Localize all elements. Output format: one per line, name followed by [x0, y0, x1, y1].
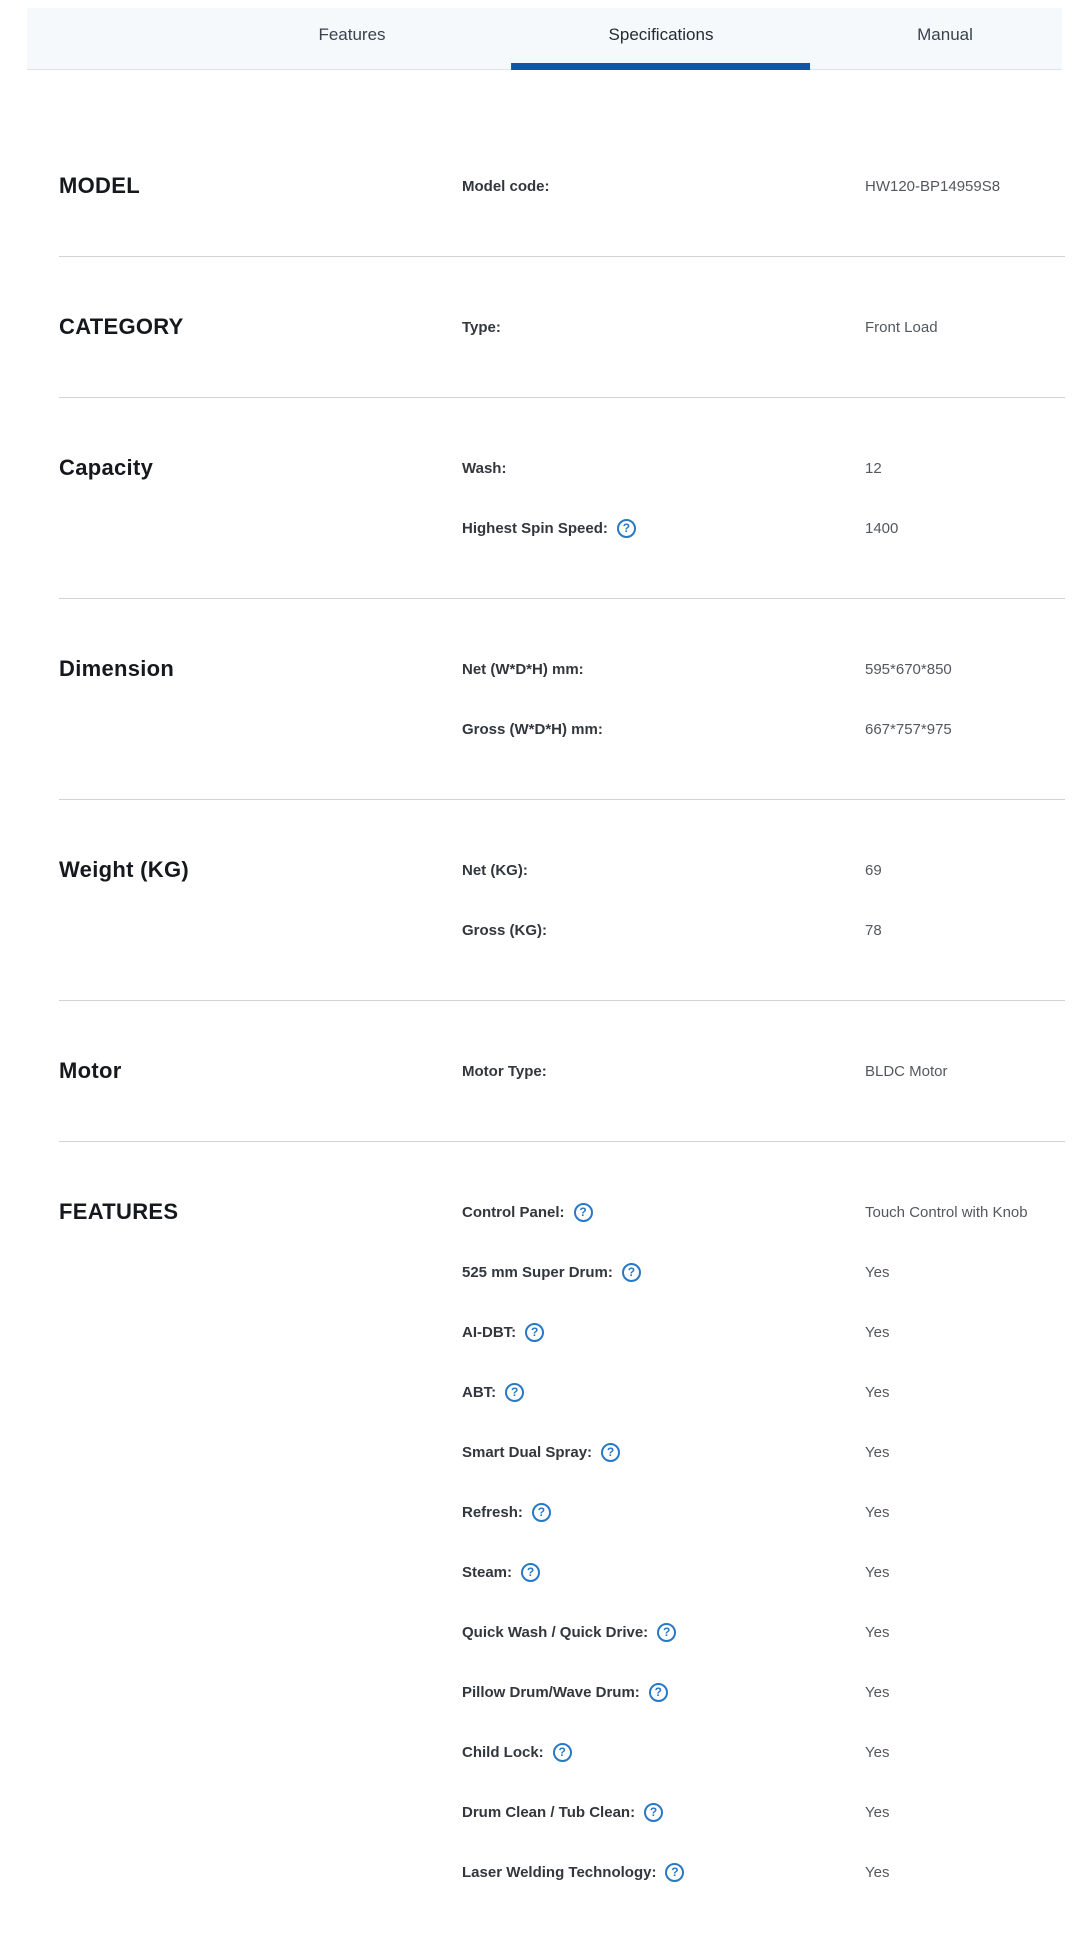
- spec-row: [462, 156, 1065, 216]
- spec-row: [462, 1602, 1065, 1662]
- spec-value: 667*757*975: [865, 720, 952, 738]
- spec-row: [462, 1422, 1065, 1482]
- spec-row: [462, 1482, 1065, 1542]
- help-icon[interactable]: ?: [644, 1803, 663, 1822]
- spec-label-cell: [462, 1683, 865, 1702]
- spec-rows: [462, 156, 1065, 216]
- spec-row: [462, 1782, 1065, 1842]
- spec-value: Yes: [865, 1863, 890, 1881]
- help-icon[interactable]: ?: [657, 1623, 676, 1642]
- spec-row: [462, 498, 1065, 558]
- spec-label: ABT:: [462, 1383, 497, 1401]
- spec-label-cell: [462, 862, 865, 879]
- spec-label: Control Panel:: [462, 1203, 565, 1221]
- spec-row: [462, 900, 1065, 960]
- spec-row: [462, 1662, 1065, 1722]
- spec-row: [462, 699, 1065, 759]
- spec-value: 12: [865, 459, 882, 477]
- help-icon[interactable]: ?: [601, 1443, 620, 1462]
- spec-rows: [462, 297, 1065, 357]
- spec-value: Yes: [865, 1323, 890, 1341]
- tab-specifications[interactable]: [609, 8, 714, 70]
- spec-row: [462, 1242, 1065, 1302]
- spec-section: [59, 116, 1065, 257]
- spec-label: Wash:: [462, 459, 507, 477]
- spec-label: Motor Type:: [462, 1062, 547, 1080]
- spec-value: 595*670*850: [865, 660, 952, 678]
- spec-row: [462, 1302, 1065, 1362]
- help-icon[interactable]: ?: [665, 1863, 684, 1882]
- spec-rows: [462, 639, 1065, 759]
- spec-label-cell: [462, 1563, 865, 1582]
- tab-bar: [27, 8, 1062, 70]
- spec-row: [462, 297, 1065, 357]
- section-heading: MODEL: [59, 173, 140, 198]
- spec-row: [462, 438, 1065, 498]
- spec-row: [462, 1362, 1065, 1422]
- spec-label: AI-DBT:: [462, 1323, 517, 1341]
- help-icon[interactable]: ?: [532, 1503, 551, 1522]
- spec-value: Yes: [865, 1743, 890, 1761]
- spec-label: Type:: [462, 318, 501, 336]
- spec-label: Net (W*D*H) mm:: [462, 660, 584, 678]
- spec-value: 69: [865, 861, 882, 879]
- help-icon[interactable]: ?: [622, 1263, 641, 1282]
- spec-label-cell: [462, 1263, 865, 1282]
- spec-row: [462, 1722, 1065, 1782]
- spec-label: Pillow Drum/Wave Drum:: [462, 1683, 640, 1701]
- specifications-panel: [59, 116, 1065, 1942]
- spec-section: [59, 1142, 1065, 1942]
- spec-row: [462, 1542, 1065, 1602]
- spec-value: Yes: [865, 1623, 890, 1641]
- help-icon[interactable]: ?: [553, 1743, 572, 1762]
- spec-value: Yes: [865, 1383, 890, 1401]
- spec-label-cell: [462, 519, 865, 538]
- spec-label: Model code:: [462, 177, 550, 195]
- spec-label-cell: [462, 1863, 865, 1882]
- spec-value: HW120-BP14959S8: [865, 177, 1001, 195]
- spec-section: [59, 257, 1065, 398]
- spec-rows: [462, 1182, 1065, 1902]
- tab-label: Manual: [917, 25, 973, 44]
- spec-value: BLDC Motor: [865, 1062, 948, 1080]
- help-icon[interactable]: ?: [649, 1683, 668, 1702]
- section-heading: CATEGORY: [59, 314, 184, 339]
- spec-section: [59, 599, 1065, 800]
- spec-label-cell: [462, 721, 865, 738]
- spec-value: 1400: [865, 519, 899, 537]
- spec-value: 78: [865, 921, 882, 939]
- spec-value: Yes: [865, 1503, 890, 1521]
- spec-label: Laser Welding Technology:: [462, 1863, 657, 1881]
- help-icon[interactable]: ?: [574, 1203, 593, 1222]
- spec-label-cell: [462, 1503, 865, 1522]
- section-heading: Dimension: [59, 656, 175, 681]
- spec-value: Yes: [865, 1263, 890, 1281]
- spec-value: Yes: [865, 1803, 890, 1821]
- spec-label-cell: [462, 1383, 865, 1402]
- spec-label: Smart Dual Spray:: [462, 1443, 593, 1461]
- spec-label-cell: [462, 922, 865, 939]
- spec-row: [462, 1182, 1065, 1242]
- help-icon[interactable]: ?: [525, 1323, 544, 1342]
- spec-value: Front Load: [865, 318, 938, 336]
- spec-value: Yes: [865, 1563, 890, 1581]
- spec-label: 525 mm Super Drum:: [462, 1263, 613, 1281]
- spec-label-cell: [462, 1803, 865, 1822]
- spec-label-cell: [462, 661, 865, 678]
- spec-label-cell: [462, 1323, 865, 1342]
- spec-section: [59, 800, 1065, 1001]
- help-icon[interactable]: ?: [521, 1563, 540, 1582]
- section-heading: Capacity: [59, 455, 154, 480]
- section-heading: Weight (KG): [59, 857, 189, 882]
- spec-label: Drum Clean / Tub Clean:: [462, 1803, 636, 1821]
- spec-label-cell: [462, 1743, 865, 1762]
- section-heading: Motor: [59, 1058, 122, 1083]
- tab-label: Specifications: [608, 25, 714, 44]
- spec-label-cell: [462, 1443, 865, 1462]
- spec-label: Quick Wash / Quick Drive:: [462, 1623, 649, 1641]
- spec-section: [59, 1001, 1065, 1142]
- spec-label: Net (KG):: [462, 861, 528, 879]
- spec-label: Gross (KG):: [462, 921, 548, 939]
- spec-rows: [462, 840, 1065, 960]
- spec-rows: [462, 1041, 1065, 1101]
- help-icon[interactable]: ?: [617, 519, 636, 538]
- spec-label: Highest Spin Speed:: [462, 519, 608, 537]
- tab-manual[interactable]: [917, 8, 973, 70]
- spec-value: Yes: [865, 1683, 890, 1701]
- spec-label-cell: [462, 319, 865, 336]
- spec-label-cell: [462, 1623, 865, 1642]
- spec-section: [59, 398, 1065, 599]
- spec-row: [462, 840, 1065, 900]
- spec-label-cell: [462, 1063, 865, 1080]
- spec-rows: [462, 438, 1065, 558]
- tab-label: Features: [318, 25, 386, 44]
- spec-value: Touch Control with Knob: [865, 1203, 1028, 1221]
- spec-value: Yes: [865, 1443, 890, 1461]
- spec-row: [462, 1842, 1065, 1902]
- spec-label-cell: [462, 1203, 865, 1222]
- spec-label: Refresh:: [462, 1503, 523, 1521]
- spec-row: [462, 639, 1065, 699]
- spec-label: Child Lock:: [462, 1743, 544, 1761]
- spec-label: Gross (W*D*H) mm:: [462, 720, 603, 738]
- section-heading: FEATURES: [59, 1199, 179, 1224]
- tab-features[interactable]: [318, 8, 385, 70]
- help-icon[interactable]: ?: [505, 1383, 524, 1402]
- spec-label: Steam:: [462, 1563, 513, 1581]
- spec-row: [462, 1041, 1065, 1101]
- spec-label-cell: [462, 460, 865, 477]
- spec-label-cell: [462, 178, 865, 195]
